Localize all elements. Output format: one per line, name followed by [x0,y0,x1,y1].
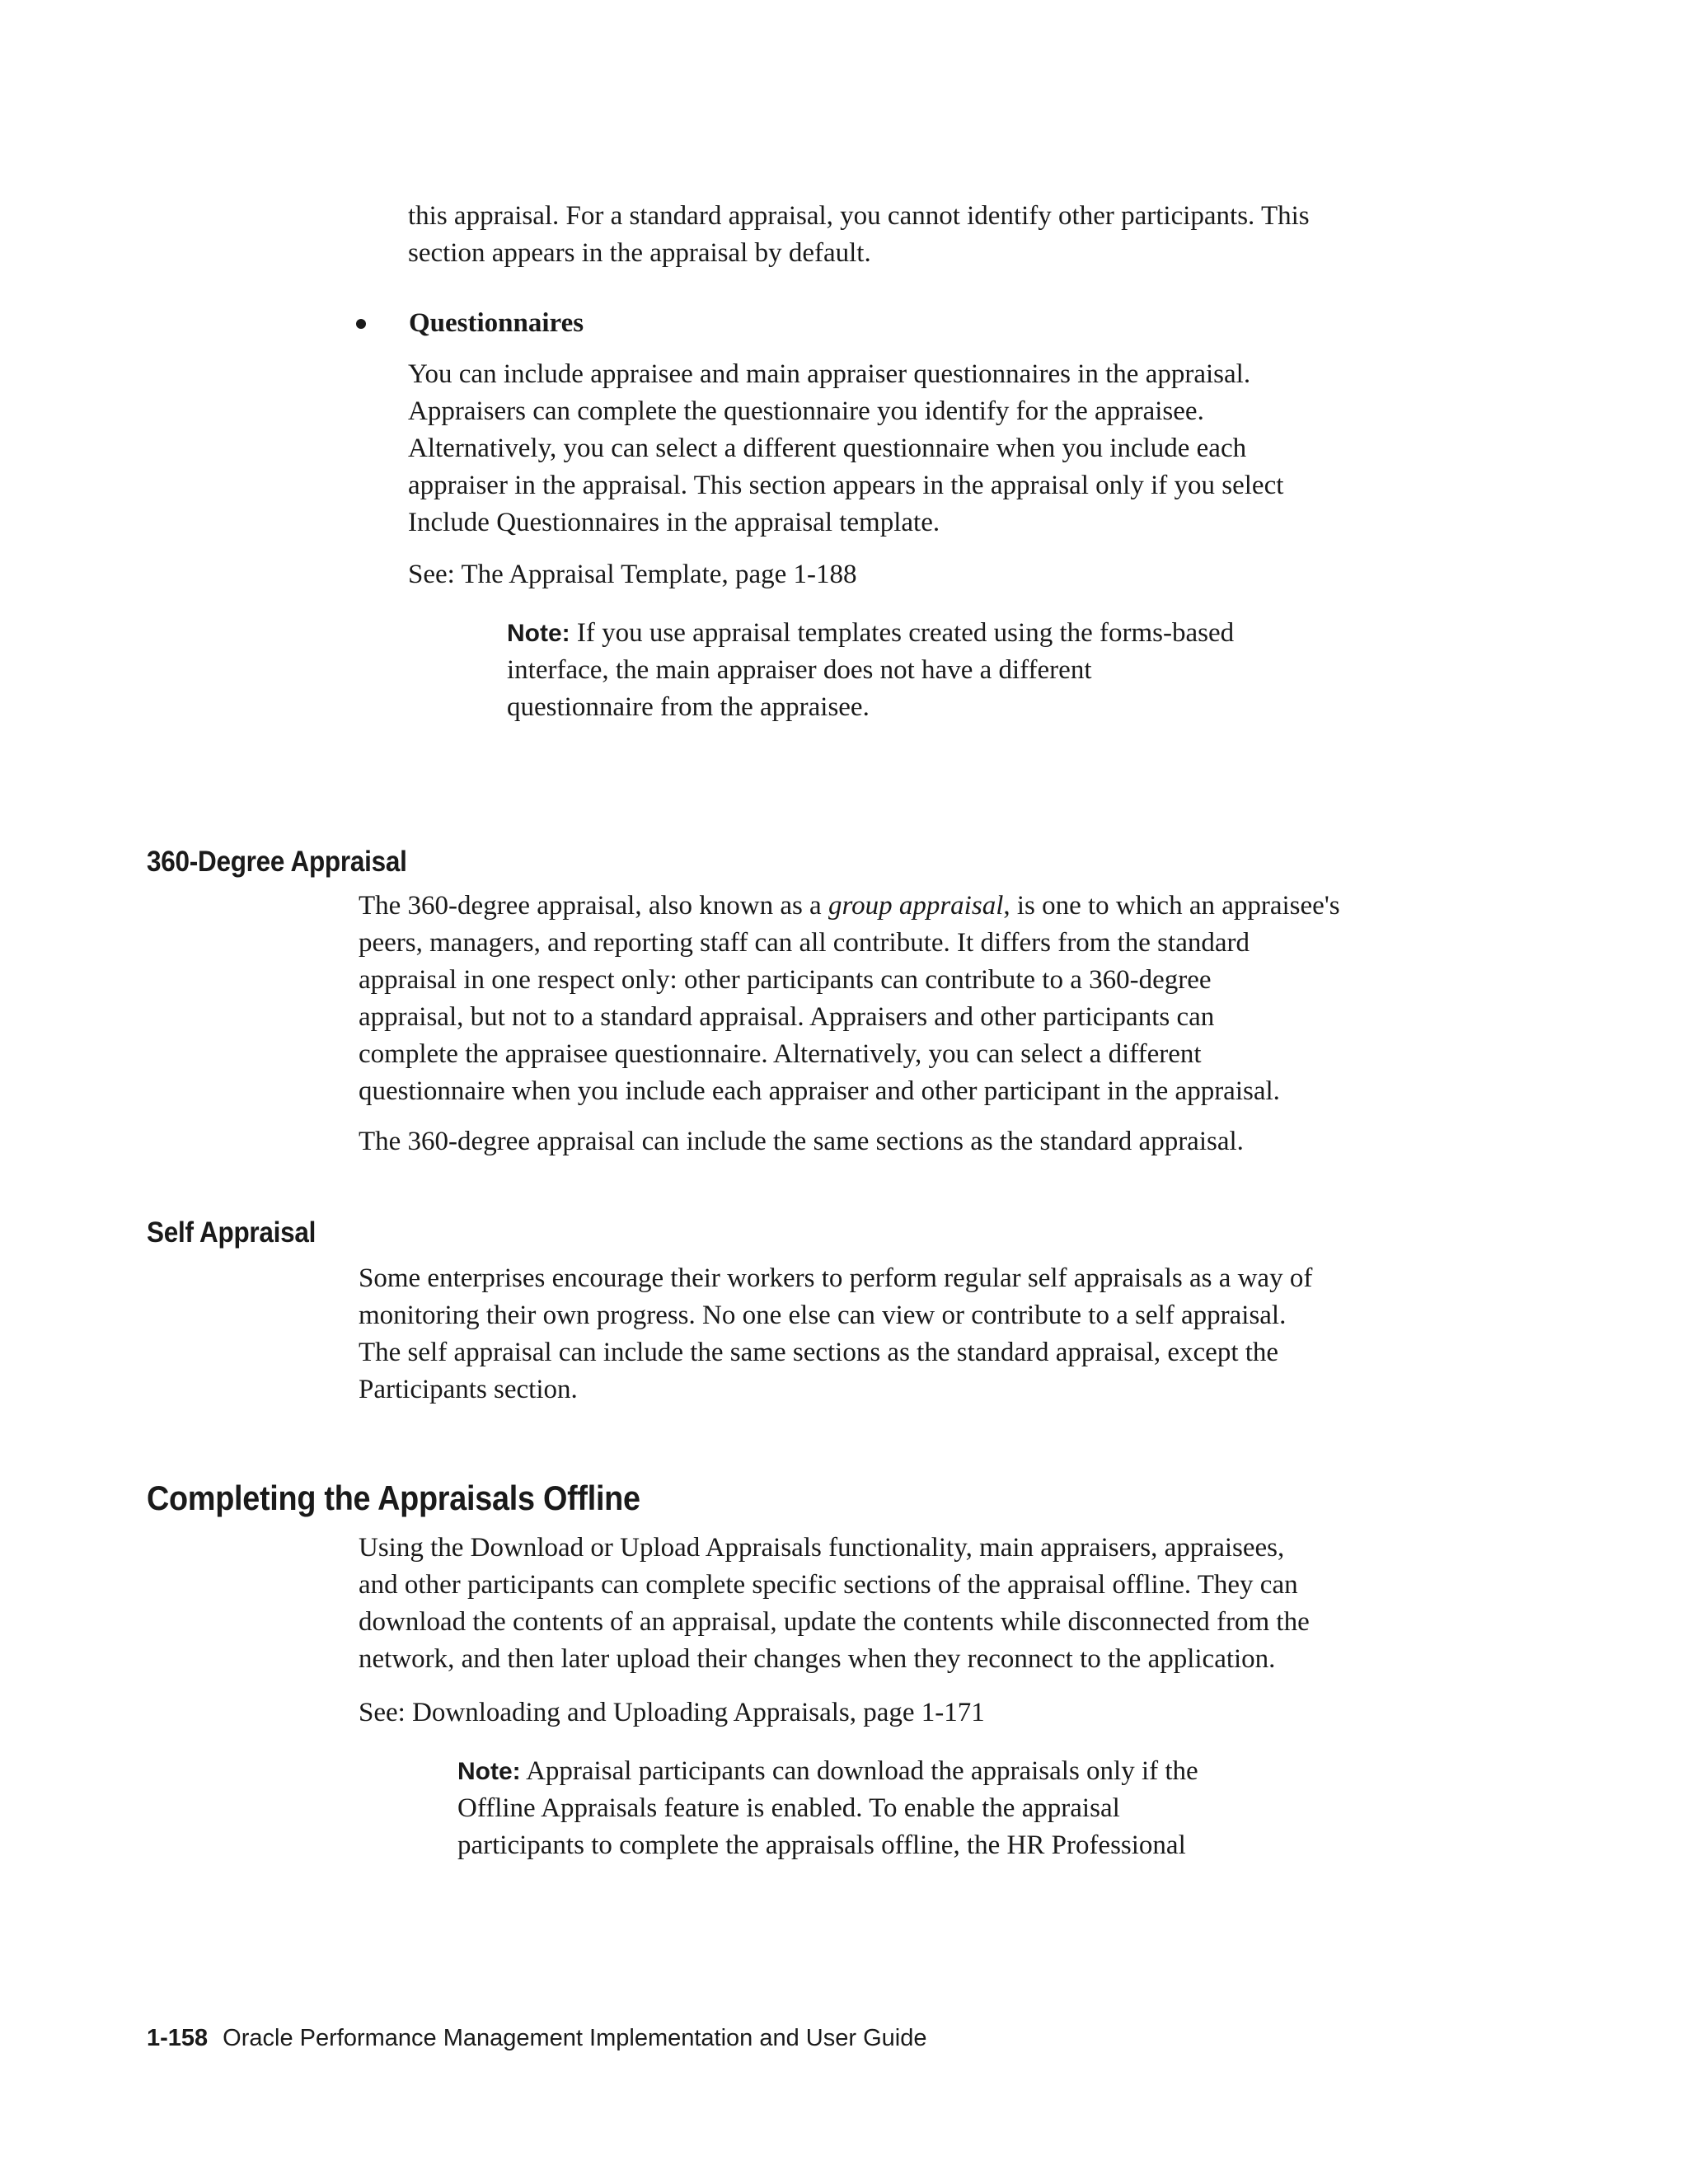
text-line: section appears in the appraisal by default. [408,238,871,268]
bullet-label: Questionnaires [409,308,584,338]
note-label: Note: [457,1758,521,1785]
page-footer [147,2022,926,2054]
text-line: Participants section. [359,1375,578,1404]
degree360-para2 [359,1123,1244,1160]
degree360-body [359,888,1340,1110]
text-line: You can include appraisee and main appraiser questionnaires in the appraisal. [408,359,1251,389]
text-line: Alternatively, you can select a different questionnaire when you include each [408,434,1247,463]
note-line: Offline Appraisals feature is enabled. To enable the appraisal [457,1793,1120,1823]
section-heading-self-appraisal: Self Appraisal [147,1216,316,1249]
italic-term: group appraisal [828,891,1004,921]
bullet-questionnaires [356,305,584,338]
text-line: appraisal in one respect only: other participants can contribute to a 360-degree [359,965,1212,995]
text-line: Some enterprises encourage their workers to perform regular self appraisals as a way of [359,1263,1313,1293]
text-line: and other participants can complete specific sections of the appraisal offline. They can [359,1570,1298,1600]
page-number: 1-158 [147,2025,209,2051]
section-heading-360-degree: 360-Degree Appraisal [147,846,407,878]
bullet-icon [356,319,366,329]
questionnaires-body [408,356,1283,541]
text-line: network, and then later upload their changes when they reconnect to the application. [359,1644,1276,1674]
offline-body [359,1530,1310,1678]
note-line [457,1753,1198,1790]
text-line: appraisal, but not to a standard appraisal. Appraisers and other participants can [359,1002,1215,1032]
text-line: appraiser in the appraisal. This section appears in the appraisal only if you select [408,471,1284,500]
note-line [507,615,1234,652]
text-line: Using the Download or Upload Appraisals functionality, main appraisers, appraisees, [359,1533,1285,1563]
self-appraisal-body [359,1260,1312,1408]
text-line: complete the appraisee questionnaire. Alternatively, you can select a different [359,1039,1202,1069]
offline-note [457,1753,1198,1864]
text-line: this appraisal. For a standard appraisal, you cannot identify other participants. This [408,201,1310,231]
note-line: questionnaire from the appraisee. [507,692,870,722]
note-label: Note: [507,620,570,647]
text-line: monitoring their own progress. No one else can view or contribute to a self appraisal. [359,1301,1287,1330]
note-line: participants to complete the appraisals offline, the HR Professional [457,1830,1186,1860]
section-heading-offline: Completing the Appraisals Offline [147,1479,640,1517]
text-line: The 360-degree appraisal, also known as a group appraisal, is one to which an appraisee's [359,891,1340,921]
text-line: download the contents of an appraisal, update the contents while disconnected from the [359,1607,1310,1637]
questionnaires-note [507,615,1234,726]
offline-see-also [359,1694,985,1732]
text-line: The self appraisal can include the same sections as the standard appraisal, except the [359,1338,1279,1367]
book-title: Oracle Performance Management Implementation and User Guide [223,2025,927,2051]
text-line: questionnaire when you include each appraiser and other participant in the appraisal. [359,1076,1280,1106]
text-line: The 360-degree appraisal can include the same sections as the standard appraisal. [359,1127,1244,1156]
text-line: Appraisers can complete the questionnaire you identify for the appraisee. [408,396,1204,426]
questionnaires-see-also [408,556,856,593]
participants-continued [408,198,1310,272]
note-text: Appraisal participants can download the appraisals only if the [526,1756,1198,1786]
cross-reference-link[interactable]: See: Downloading and Uploading Appraisals, page 1-171 [359,1698,985,1727]
text-line: peers, managers, and reporting staff can all contribute. It differs from the standard [359,928,1250,958]
note-text: If you use appraisal templates created using the forms-based [576,618,1235,648]
text-line: Include Questionnaires in the appraisal template. [408,508,940,537]
note-line: interface, the main appraiser does not have a different [507,655,1092,685]
cross-reference-link[interactable]: See: The Appraisal Template, page 1-188 [408,560,857,589]
